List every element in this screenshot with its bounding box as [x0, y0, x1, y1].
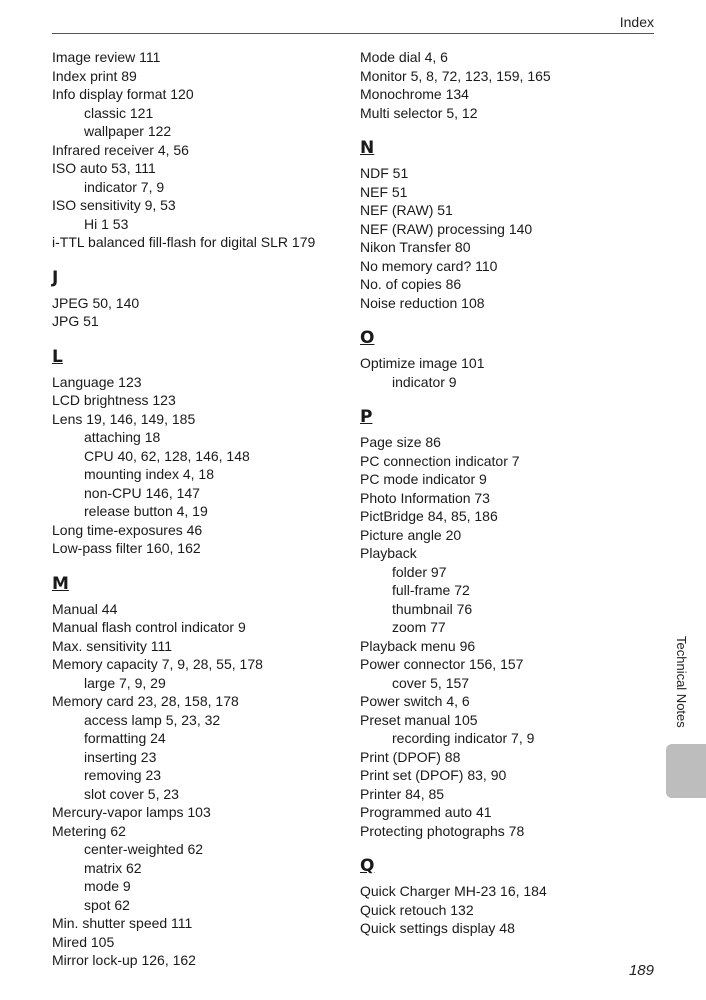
index-entry: Noise reduction 108 [360, 294, 485, 311]
index-subentry: matrix 62 [84, 859, 142, 876]
index-entry: Image review 111 [52, 49, 161, 65]
index-entry: Manual 44 [52, 600, 118, 617]
index-entry: No memory card? 110 [360, 257, 498, 274]
index-column-right [360, 48, 650, 938]
index-entry: Mercury-vapor lamps 103 [52, 804, 211, 820]
index-letter-heading: J [52, 267, 59, 288]
index-entry: PC mode indicator 9 [360, 471, 487, 487]
index-entry: LCD brightness 123 [52, 392, 176, 408]
index-subentry: thumbnail 76 [392, 600, 473, 617]
index-entry: Monochrome 134 [360, 86, 469, 102]
index-subentry: non-CPU 146, 147 [84, 484, 200, 501]
index-subentry: folder 97 [392, 563, 447, 580]
index-entry: Mirror lock-up 126, 162 [52, 952, 196, 968]
index-entry: ISO sensitivity 9, 53 [52, 197, 176, 213]
index-entry: Infrared receiver 4, 56 [52, 141, 189, 158]
index-entry: JPG 51 [52, 313, 99, 329]
section-tab-marker [666, 744, 706, 798]
index-letter-heading: N [360, 138, 375, 158]
index-subentry: mode 9 [84, 878, 131, 894]
index-entry: Multi selector 5, 12 [360, 104, 478, 121]
index-subentry: attaching 18 [84, 429, 161, 445]
index-entry: Memory capacity 7, 9, 28, 55, 178 [52, 656, 263, 672]
index-entry: Max. sensitivity 111 [52, 637, 173, 654]
index-subentry: zoom 77 [392, 619, 446, 635]
index-entry: NEF (RAW) 51 [360, 202, 453, 218]
index-subentry: access lamp 5, 23, 32 [84, 711, 221, 728]
index-subentry: center-weighted 62 [84, 841, 204, 857]
index-entry: PictBridge 84, 85, 186 [360, 508, 498, 524]
index-letter-heading: Q [360, 856, 375, 876]
index-entry: Mired 105 [52, 933, 115, 950]
index-subentry: formatting 24 [84, 730, 166, 746]
index-entry: Monitor 5, 8, 72, 123, 159, 165 [360, 67, 551, 84]
index-entry: No. of copies 86 [360, 276, 462, 292]
index-subentry: full-frame 72 [392, 582, 470, 598]
index-entry: NEF (RAW) processing 140 [360, 220, 533, 237]
index-entry: Quick settings display 48 [360, 920, 515, 936]
index-entry: Preset manual 105 [360, 711, 478, 728]
index-entry: Quick Charger MH-23 16, 184 [360, 883, 547, 899]
index-entry: Lens 19, 146, 149, 185 [52, 410, 196, 427]
index-entry: Page size 86 [360, 434, 441, 450]
index-entry: ISO auto 53, 111 [52, 160, 156, 176]
index-subentry: large 7, 9, 29 [84, 674, 166, 691]
index-subentry: cover 5, 157 [392, 674, 470, 691]
index-subentry: recording indicator 7, 9 [392, 730, 535, 746]
index-entry: Nikon Transfer 80 [360, 239, 471, 255]
index-entry: Printer 84, 85 [360, 785, 445, 802]
index-entry: Memory card 23, 28, 158, 178 [52, 693, 239, 709]
index-subentry: slot cover 5, 23 [84, 785, 179, 802]
page-number: 189 [628, 962, 654, 979]
index-entry: Manual flash control indicator 9 [52, 619, 246, 635]
index-entry: Language 123 [52, 373, 142, 390]
index-letter-heading: O [360, 328, 375, 348]
index-entry: Optimize image 101 [360, 355, 485, 371]
index-entry: Index print 89 [52, 67, 137, 84]
index-entry: NDF 51 [360, 165, 409, 181]
index-entry: Photo Information 73 [360, 489, 490, 506]
index-entry: Low-pass filter 160, 162 [52, 540, 201, 556]
index-entry: Metering 62 [52, 822, 126, 839]
index-subentry: wallpaper 122 [84, 123, 172, 139]
index-entry: i-TTL balanced fill-flash for digital SLR 179 [52, 234, 316, 250]
index-letter-heading: M [52, 573, 69, 594]
index-subentry: indicator 7, 9 [84, 178, 165, 195]
index-entry: Print set (DPOF) 83, 90 [360, 767, 507, 783]
index-subentry: Hi 1 53 [84, 215, 129, 232]
index-entry: Protecting photographs 78 [360, 822, 525, 839]
section-tab-label: Technical Notes [674, 636, 689, 728]
index-entry: Print (DPOF) 88 [360, 748, 461, 765]
index-entry: Mode dial 4, 6 [360, 49, 448, 65]
index-entry: Min. shutter speed 111 [52, 915, 193, 931]
index-column-left [52, 48, 342, 970]
index-entry: Long time-exposures 46 [52, 521, 203, 538]
running-header: Index [619, 14, 654, 30]
index-entry: Power switch 4, 6 [360, 693, 470, 709]
header-rule [52, 33, 654, 34]
index-entry: Programmed auto 41 [360, 804, 492, 820]
index-entry: JPEG 50, 140 [52, 294, 140, 311]
index-subentry: spot 62 [84, 896, 130, 913]
index-letter-heading: L [52, 346, 63, 367]
index-subentry: inserting 23 [84, 748, 157, 765]
index-subentry: mounting index 4, 18 [84, 466, 214, 482]
index-entry: NEF 51 [360, 183, 408, 200]
index-subentry: classic 121 [84, 104, 154, 121]
index-entry: Picture angle 20 [360, 526, 462, 543]
index-subentry: removing 23 [84, 767, 162, 783]
index-entry: Power connector 156, 157 [360, 656, 524, 672]
index-entry: Playback menu 96 [360, 637, 476, 654]
index-subentry: indicator 9 [392, 373, 457, 390]
index-subentry: CPU 40, 62, 128, 146, 148 [84, 447, 250, 464]
index-entry: PC connection indicator 7 [360, 452, 520, 469]
index-entry: Quick retouch 132 [360, 901, 474, 918]
index-entry: Playback [360, 545, 417, 561]
index-entry: Info display format 120 [52, 86, 194, 102]
index-subentry: release button 4, 19 [84, 503, 208, 519]
index-letter-heading: P [360, 407, 373, 427]
